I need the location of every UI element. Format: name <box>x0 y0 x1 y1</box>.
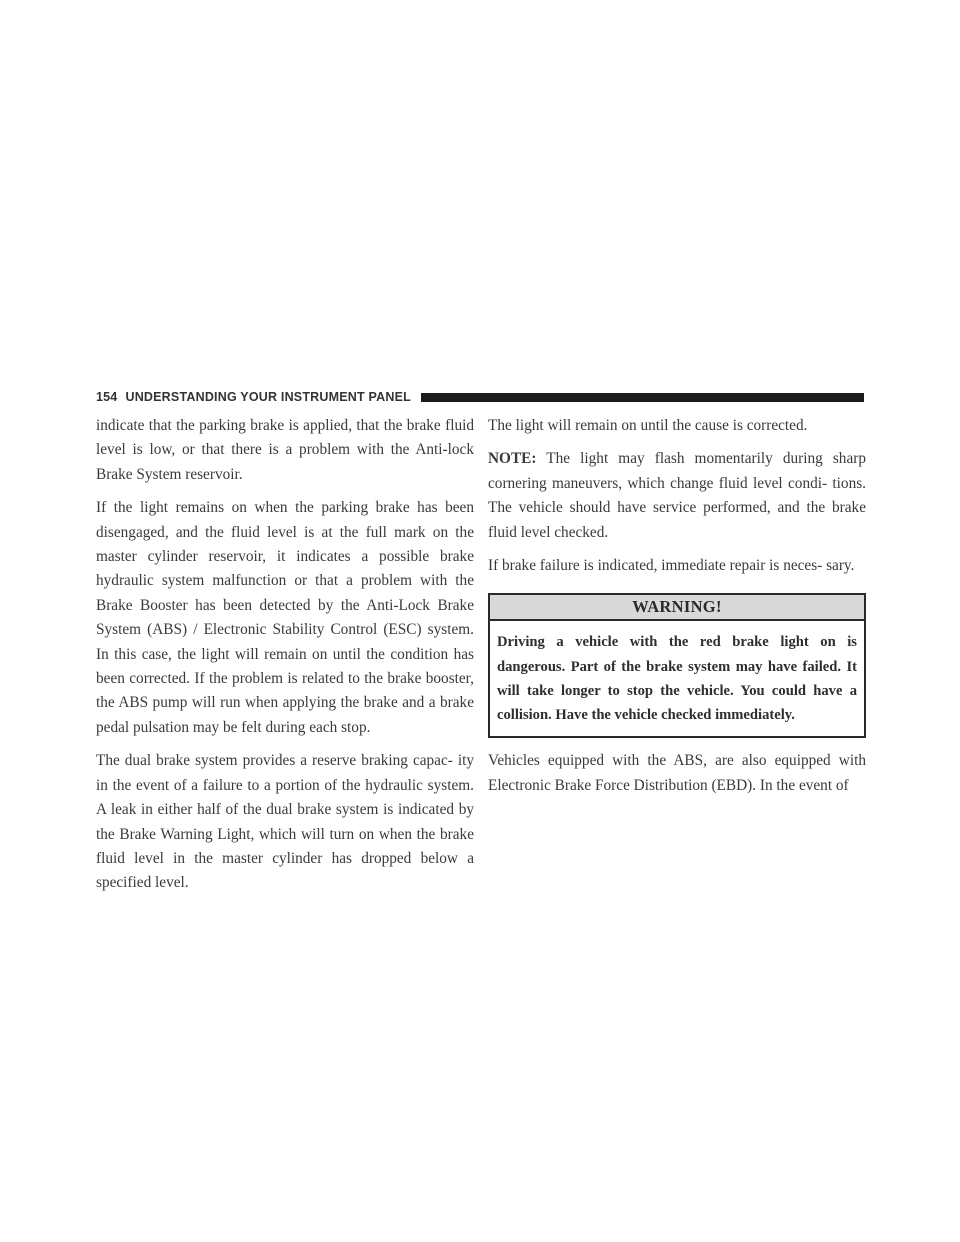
note-label: NOTE: <box>488 450 537 468</box>
paragraph-ebd: Vehicles equipped with the ABS, are also equipped with Electronic Brake Force Distribution (EBD). In the event of <box>488 752 866 794</box>
page-header <box>96 389 864 405</box>
page-number: 154 <box>96 390 118 404</box>
header-rule <box>421 393 864 402</box>
warning-text: Driving a vehicle with the red brake light on is dangerous. Part of the brake system may have failed. It will take longer to stop the vehicle. You could have a collision. Have the vehicle checked immediately. <box>497 634 857 724</box>
section-title: UNDERSTANDING YOUR INSTRUMENT PANEL <box>125 390 411 404</box>
note-text: The light may flash momentarily during sharp cornering maneuvers, which change fluid level condi- tions. The vehicle should have service performed, and the brake fluid level checked. <box>488 450 866 541</box>
right-column <box>488 414 866 807</box>
note-paragraph <box>488 447 866 545</box>
paragraph-light-remains-on: If the light remains on when the parking brake has been disengaged, and the fluid level is at the full mark on the master cylinder reservoir, it indicates a possible brake hydraulic system malfunction or that a problem with the Brake Booster has been detected by the Anti-Lock Brake System (ABS) / Electronic Stability Control (ESC) system. In this case, the light will remain on until the condition has been corrected. If the problem is related to the brake booster, the ABS pump will run when applying the brake and a brake pedal pulsation may be felt during each stop. <box>96 499 474 736</box>
warning-box <box>488 593 866 738</box>
paragraph-parking-brake: indicate that the parking brake is applied, that the brake fluid level is low, or that there is a problem with the Anti-lock Brake System reservoir. <box>96 417 474 483</box>
warning-title: WARNING! <box>490 595 864 621</box>
paragraph-light-remain: The light will remain on until the cause is corrected. <box>488 417 808 434</box>
paragraph-brake-failure: If brake failure is indicated, immediate repair is neces- sary. <box>488 557 855 575</box>
left-column <box>96 414 474 905</box>
paragraph-dual-brake-system: The dual brake system provides a reserve braking capac- ity in the event of a failure to a portion of the hydraulic system. A leak in either half of the dual brake system is indicated by the Brake Warning Light, which will turn on when the brake fluid level in the master cylinder has dropped below a specified level. <box>96 752 474 892</box>
